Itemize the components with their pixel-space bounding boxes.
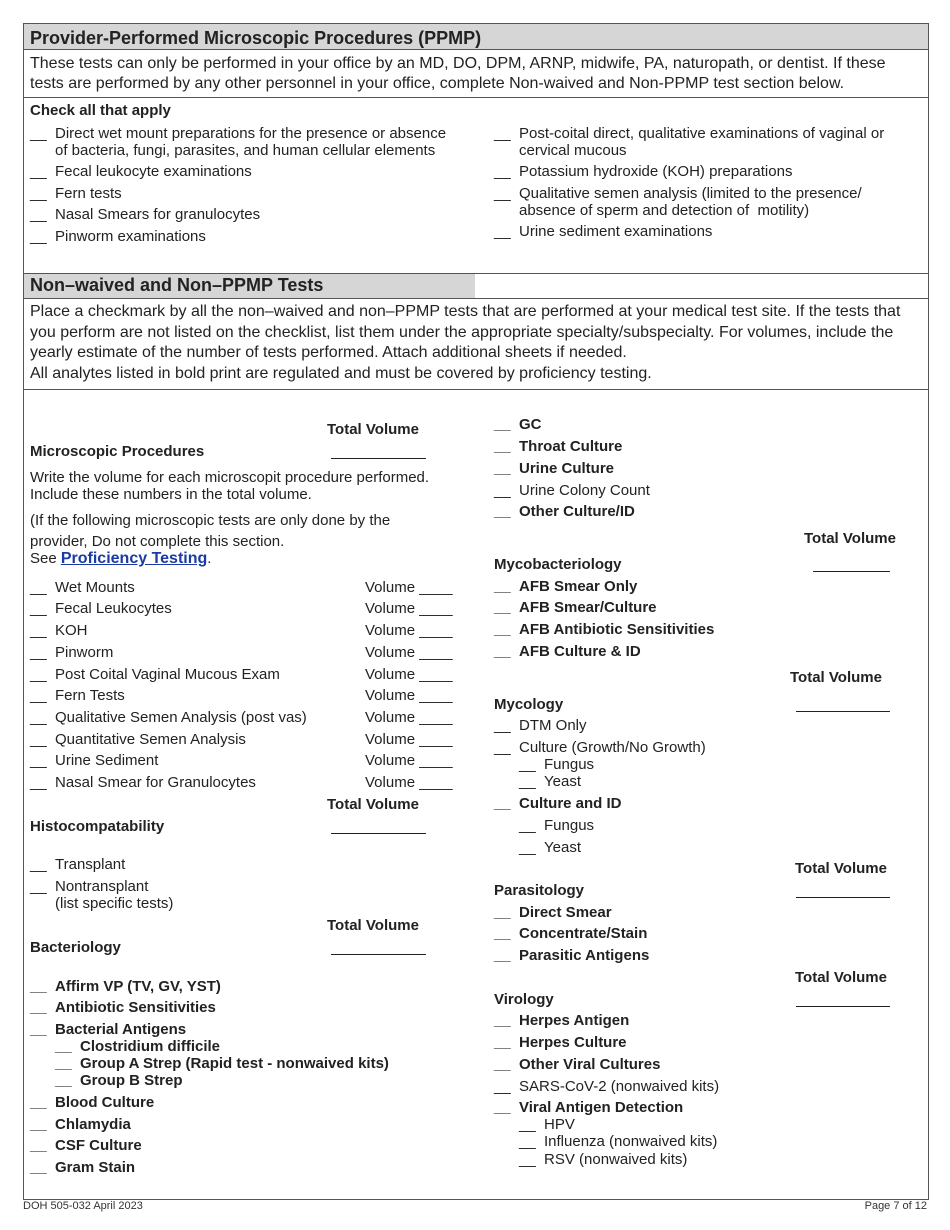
total-volume-label: Total Volume: [795, 969, 887, 986]
myco-item[interactable]: __ AFB Antibiotic Sensitivities: [494, 621, 715, 638]
ppmp-left-item[interactable]: __ Pinworm examinations: [30, 228, 206, 245]
total-volume-label: Total Volume: [327, 421, 419, 438]
bact-item[interactable]: __ Gram Stain: [30, 1159, 136, 1176]
mycology-item[interactable]: __ DTM Only: [494, 717, 587, 734]
volume-field[interactable]: Volume ____: [365, 666, 453, 683]
ppmp-title: Provider-Performed Microscopic Procedures (PPMP): [24, 24, 928, 49]
check-all-label: Check all that apply: [30, 102, 171, 119]
bact-item[interactable]: __ Affirm VP (TV, GV, YST): [30, 978, 221, 995]
ppmp-right-item[interactable]: __ Post-coital direct, qualitative examinations of vaginal or cervical mucous: [494, 125, 885, 159]
virology-sub-item[interactable]: __ RSV (nonwaived kits): [519, 1151, 688, 1168]
total-volume-label: Total Volume: [327, 917, 419, 934]
mycology-item[interactable]: __ Culture and ID: [494, 795, 622, 812]
nonwaived-intro-pt: All analytes listed in bold print are regulated and must be covered by proficiency testing.: [30, 364, 652, 382]
total-volume-line[interactable]: [331, 954, 426, 955]
total-volume-line[interactable]: [796, 897, 890, 898]
microscopic-item[interactable]: __ Qualitative Semen Analysis (post vas): [30, 709, 307, 726]
total-volume-line[interactable]: [796, 711, 890, 712]
bacteriology-title: Bacteriology: [30, 939, 121, 956]
mycology-sub-item[interactable]: __ Fungus: [519, 817, 595, 834]
virology-item[interactable]: __ Herpes Antigen: [494, 1012, 630, 1029]
nonwaived-intro: [24, 299, 928, 390]
total-volume-line[interactable]: [813, 571, 890, 572]
microscopic-item[interactable]: __ Fern Tests: [30, 687, 125, 704]
parasitology-item[interactable]: __ Parasitic Antigens: [494, 947, 650, 964]
volume-field[interactable]: Volume ____: [365, 774, 453, 791]
bact-item[interactable]: __ Chlamydia: [30, 1116, 131, 1133]
myco-item[interactable]: __ AFB Smear Only: [494, 578, 638, 595]
bact-sub-item[interactable]: __ Group A Strep (Rapid test - nonwaived kits): [55, 1055, 389, 1072]
microscopic-item[interactable]: __ Quantitative Semen Analysis: [30, 731, 246, 748]
microscopic-item[interactable]: __ Post Coital Vaginal Mucous Exam: [30, 666, 280, 683]
virology-item[interactable]: __ Herpes Culture: [494, 1034, 627, 1051]
histo-item[interactable]: __ Transplant: [30, 856, 126, 873]
nonwaived-intro-text: Place a checkmark by all the non–waived and non–PPMP tests that are performed at your medical test site. If the tests that you perform are not listed on the checklist, list them under the appropriate specialty/subspecialty. For volumes, include the yearly estimate of the number of tests performed. Attach additional sheets if needed.: [30, 303, 901, 361]
virology-item[interactable]: __ SARS-CoV-2 (nonwaived kits): [494, 1078, 720, 1095]
virology-title: Virology: [494, 991, 554, 1008]
parasitology-title: Parasitology: [494, 882, 585, 899]
volume-field[interactable]: Volume ____: [365, 579, 453, 596]
bact-item[interactable]: __ Blood Culture: [30, 1094, 155, 1111]
total-volume-line[interactable]: [331, 458, 426, 459]
bact-item[interactable]: __ Bacterial Antigens: [30, 1021, 187, 1038]
proficiency-testing-link[interactable]: Proficiency Testing: [60, 550, 208, 567]
bact-item[interactable]: __ CSF Culture: [30, 1137, 142, 1154]
bact-item[interactable]: __ Other Culture/ID: [494, 503, 635, 520]
total-volume-line[interactable]: [796, 1006, 890, 1007]
bact-item[interactable]: __ GC: [494, 416, 542, 433]
mycology-sub-item[interactable]: __ Yeast: [519, 773, 581, 790]
bact-sub-item[interactable]: __ Group B Strep: [55, 1072, 183, 1089]
microscopic-item[interactable]: __ KOH: [30, 622, 88, 639]
footer-page-number: Page 7 of 12: [864, 1200, 927, 1212]
ppmp-left-item[interactable]: __ Direct wet mount preparations for the presence or absence of bacteria, fungi, parasites, and human cellular elements: [30, 125, 447, 159]
volume-field[interactable]: Volume ____: [365, 644, 453, 661]
microscopic-title: Microscopic Procedures: [30, 443, 205, 460]
ppmp-left-item[interactable]: __ Nasal Smears for granulocytes: [30, 206, 261, 223]
ppmp-right-item[interactable]: __ Qualitative semen analysis (limited to the presence/ absence of sperm and detection of motility): [494, 185, 862, 219]
microscopic-item[interactable]: __ Pinworm: [30, 644, 114, 661]
virology-item[interactable]: __ Other Viral Cultures: [494, 1056, 661, 1073]
volume-field[interactable]: Volume ____: [365, 622, 453, 639]
nonwaived-title: Non–waived and Non–PPMP Tests: [24, 273, 928, 299]
microscopic-item[interactable]: __ Fecal Leukocytes: [30, 600, 172, 617]
mycology-title: Mycology: [494, 696, 564, 713]
bact-item[interactable]: __ Urine Culture: [494, 460, 615, 477]
bact-item[interactable]: __ Antibiotic Sensitivities: [30, 999, 216, 1016]
ppmp-right-item[interactable]: __ Urine sediment examinations: [494, 223, 713, 240]
total-volume-label: Total Volume: [790, 669, 882, 686]
ppmp-checklist: [24, 97, 928, 273]
see-pt: See Proficiency Testing.: [30, 550, 212, 567]
bact-item[interactable]: __ Throat Culture: [494, 438, 623, 455]
total-volume-label: Total Volume: [804, 530, 896, 547]
mycology-item[interactable]: __ Culture (Growth/No Growth): [494, 739, 706, 756]
microscopic-item[interactable]: __ Nasal Smear for Granulocytes: [30, 774, 256, 791]
microscopic-note2: (If the following microscopic tests are only done by the provider, Do not complete this section.: [30, 512, 391, 550]
histo-item[interactable]: __ Nontransplant (list specific tests): [30, 878, 174, 912]
parasitology-item[interactable]: __ Direct Smear: [494, 904, 612, 921]
virology-item[interactable]: __ Viral Antigen Detection: [494, 1099, 684, 1116]
myco-item[interactable]: __ AFB Culture & ID: [494, 643, 641, 660]
total-volume-label: Total Volume: [327, 796, 419, 813]
myco-item[interactable]: __ AFB Smear/Culture: [494, 599, 657, 616]
ppmp-intro: These tests can only be performed in your office by an MD, DO, DPM, ARNP, midwife, PA, naturopath, or dentist. If these tests are performed by any other personnel in your office, complete Non-waived and Non-PPMP test section below.: [24, 49, 928, 97]
bact-sub-item[interactable]: __ Clostridium difficile: [55, 1038, 221, 1055]
mycology-sub-item[interactable]: __ Fungus: [519, 756, 595, 773]
microscopic-item[interactable]: __ Wet Mounts: [30, 579, 135, 596]
microscopic-item[interactable]: __ Urine Sediment: [30, 752, 159, 769]
ppmp-right-item[interactable]: __ Potassium hydroxide (KOH) preparations: [494, 163, 793, 180]
footer-form-id: DOH 505-032 April 2023: [23, 1200, 143, 1212]
virology-sub-item[interactable]: __ HPV: [519, 1116, 575, 1133]
total-volume-label: Total Volume: [795, 860, 887, 877]
ppmp-left-item[interactable]: __ Fern tests: [30, 185, 122, 202]
mycology-sub-item[interactable]: __ Yeast: [519, 839, 581, 856]
histo-title: Histocompatability: [30, 818, 165, 835]
volume-field[interactable]: Volume ____: [365, 731, 453, 748]
volume-field[interactable]: Volume ____: [365, 600, 453, 617]
volume-field[interactable]: Volume ____: [365, 752, 453, 769]
volume-field[interactable]: Volume ____: [365, 687, 453, 704]
virology-sub-item[interactable]: __ Influenza (nonwaived kits): [519, 1133, 718, 1150]
bact-item[interactable]: __ Urine Colony Count: [494, 482, 650, 499]
total-volume-line[interactable]: [331, 833, 426, 834]
microscopic-note: Write the volume for each microscopit procedure performed. Include these numbers in the total volume.: [30, 469, 430, 503]
ppmp-left-item[interactable]: __ Fecal leukocyte examinations: [30, 163, 252, 180]
volume-field[interactable]: Volume ____: [365, 709, 453, 726]
parasitology-item[interactable]: __ Concentrate/Stain: [494, 925, 648, 942]
myco-title: Mycobacteriology: [494, 556, 622, 573]
